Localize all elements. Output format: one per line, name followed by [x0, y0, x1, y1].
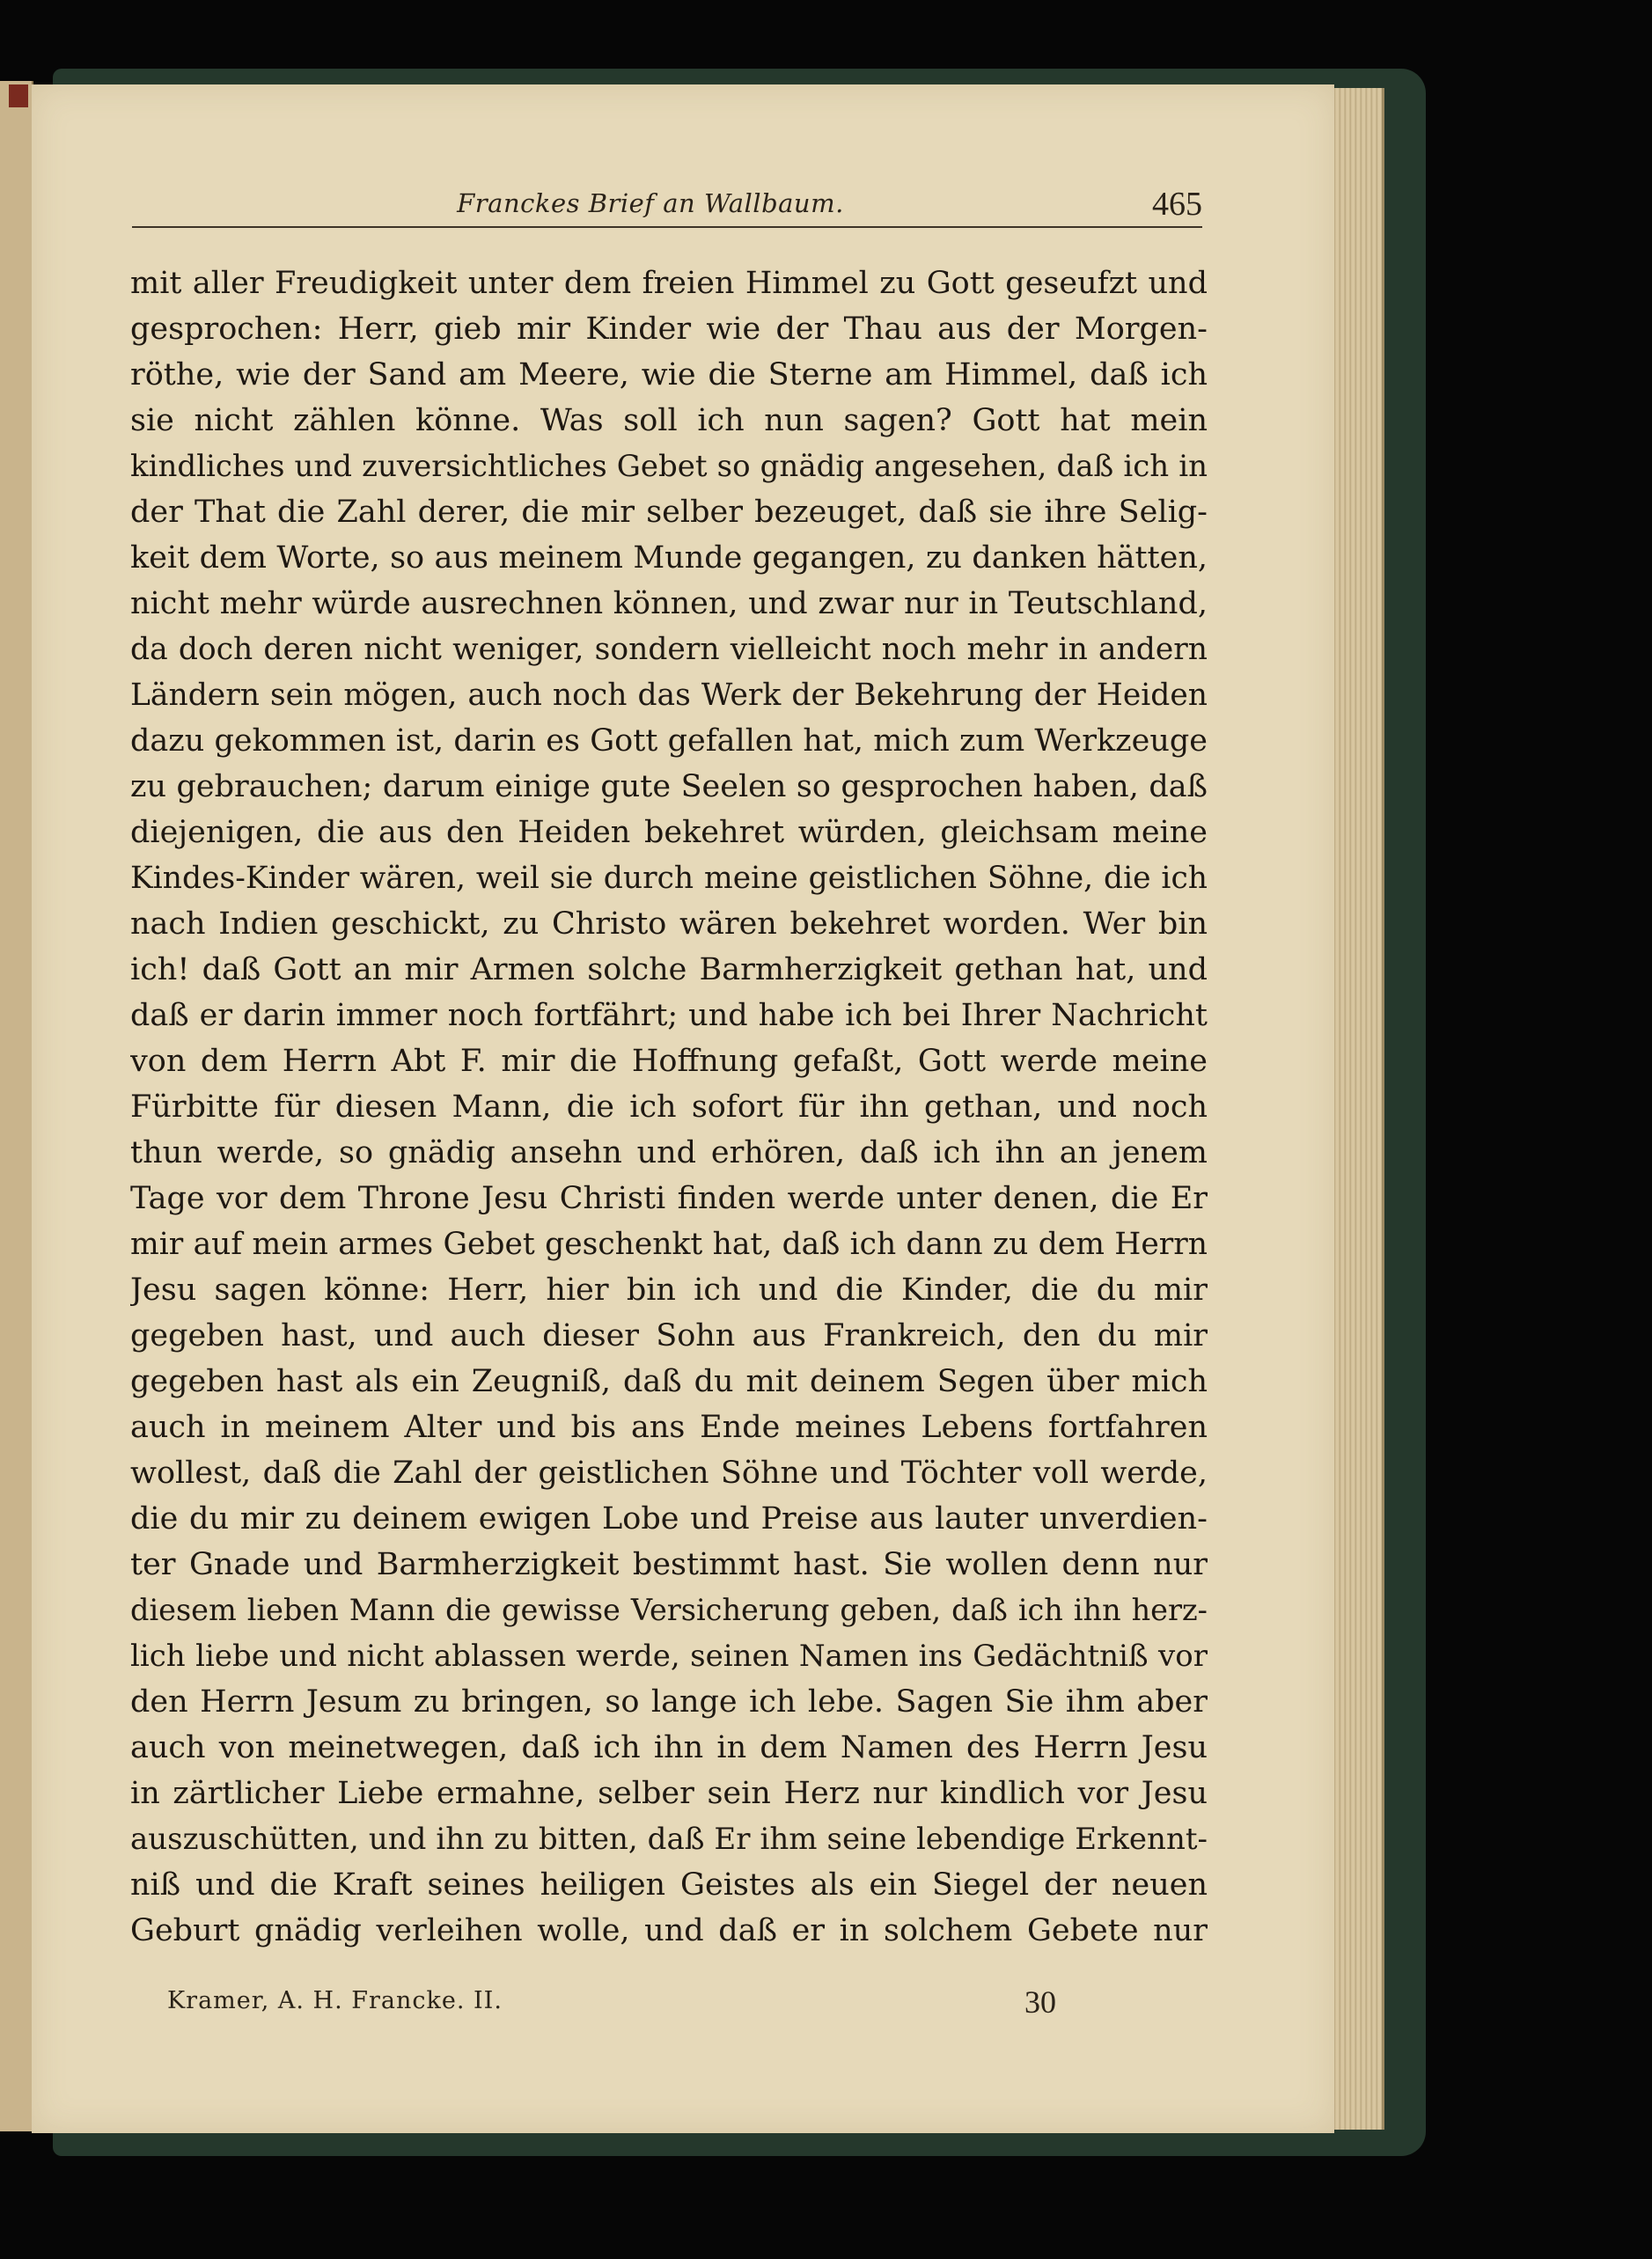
text-line: keit dem Worte, so aus meinem Munde gegangen, zu danken hätten, [130, 540, 1208, 576]
text-line: mit aller Freudigkeit unter dem freien Himmel zu Gott geseufzt und [130, 266, 1208, 301]
text-line: lich liebe und nicht ablassen werde, seinen Namen ins Gedächtniß vor [130, 1639, 1208, 1674]
text-line: auszuschütten, und ihn zu bitten, daß Er ihm seine lebendige Erkennt- [130, 1822, 1208, 1857]
text-line: kindliches und zuversichtliches Gebet so gnädig angesehen, daß ich in [130, 449, 1208, 484]
header-rule [132, 226, 1202, 228]
text-line: ter Gnade und Barmherzigkeit bestimmt hast. Sie wollen denn nur [130, 1547, 1208, 1582]
text-line: dazu gekommen ist, darin es Gott gefallen hat, mich zum Werkzeuge [130, 723, 1208, 759]
text-line: gegeben hast als ein Zeugniß, daß du mit deinem Segen über mich [130, 1364, 1208, 1399]
text-line: sie nicht zählen könne. Was soll ich nun sagen? Gott hat mein [130, 403, 1208, 438]
text-line: Jesu sagen könne: Herr, hier bin ich und die Kinder, die du mir [130, 1273, 1208, 1308]
page-footer [167, 1984, 1056, 2022]
text-line: wollest, daß die Zahl der geistlichen Söhne und Töchter voll werde, [130, 1456, 1208, 1491]
bookmark-ribbon [9, 84, 28, 107]
text-line: mir auf mein armes Gebet geschenkt hat, daß ich dann zu dem Herrn [130, 1227, 1208, 1262]
text-line: auch in meinem Alter und bis ans Ende meines Lebens fortfahren [130, 1410, 1208, 1445]
text-line: auch von meinetwegen, daß ich ihn in dem Namen des Herrn Jesu [130, 1730, 1208, 1765]
running-head [99, 185, 1202, 227]
text-line: nicht mehr würde ausrechnen können, und zwar nur in Teutschland, [130, 586, 1208, 621]
text-line: Tage vor dem Throne Jesu Christi finden werde unter denen, die Er [130, 1181, 1208, 1216]
printer-signature: Kramer, A. H. Francke. II. [167, 1987, 503, 2014]
body-text [130, 260, 1208, 1954]
text-line: gesprochen: Herr, gieb mir Kinder wie der Thau aus der Morgen- [130, 312, 1208, 347]
text-line: Fürbitte für diesen Mann, die ich sofort für ihn gethan, und noch [130, 1089, 1208, 1125]
text-line: diesem lieben Mann die gewisse Versicherung geben, daß ich ihn herz- [130, 1593, 1208, 1627]
text-line: gegeben hast, und auch dieser Sohn aus Frankreich, den du mir [130, 1318, 1208, 1353]
text-line: Geburt gnädig verleihen wolle, und daß er in solchem Gebete nur [130, 1913, 1208, 1948]
text-line: der That die Zahl derer, die mir selber bezeuget, daß sie ihre Selig- [130, 495, 1208, 530]
text-line: röthe, wie der Sand am Meere, wie die Sterne am Himmel, daß ich [130, 357, 1208, 392]
sheet-number: 30 [1024, 1984, 1056, 2020]
page-number: 465 [1152, 186, 1202, 223]
text-line: thun werde, so gnädig ansehn und erhören, daß ich ihn an jenem [130, 1135, 1208, 1170]
text-line: niß und die Kraft seines heiligen Geistes als ein Siegel der neuen [130, 1867, 1208, 1903]
text-line: Ländern sein mögen, auch noch das Werk der Bekehrung der Heiden [130, 678, 1208, 713]
text-line: diejenigen, die aus den Heiden bekehret würden, gleichsam meine [130, 815, 1208, 850]
text-line: in zärtlicher Liebe ermahne, selber sein Herz nur kindlich vor Jesu [130, 1776, 1208, 1811]
text-line: den Herrn Jesum zu bringen, so lange ich lebe. Sagen Sie ihm aber [130, 1684, 1208, 1720]
text-line: die du mir zu deinem ewigen Lobe und Preise aus lauter unverdien- [130, 1501, 1208, 1537]
text-line: da doch deren nicht weniger, sondern vielleicht noch mehr in andern [130, 632, 1208, 667]
previous-page-edge [0, 81, 33, 2131]
running-head-title: Franckes Brief an Wallbaum. [457, 188, 844, 218]
text-line: zu gebrauchen; darum einige gute Seelen so gesprochen haben, daß [130, 769, 1208, 804]
text-line: Kindes-Kinder wären, weil sie durch meine geistlichen Söhne, die ich [130, 861, 1208, 896]
text-line: daß er darin immer noch fortfährt; und habe ich bei Ihrer Nachricht [130, 998, 1208, 1033]
text-line: ich! daß Gott an mir Armen solche Barmherzigkeit gethan hat, und [130, 952, 1208, 987]
text-line: von dem Herrn Abt F. mir die Hoffnung gefaßt, Gott werde meine [130, 1044, 1208, 1079]
text-line: nach Indien geschickt, zu Christo wären bekehret worden. Wer bin [130, 906, 1208, 942]
